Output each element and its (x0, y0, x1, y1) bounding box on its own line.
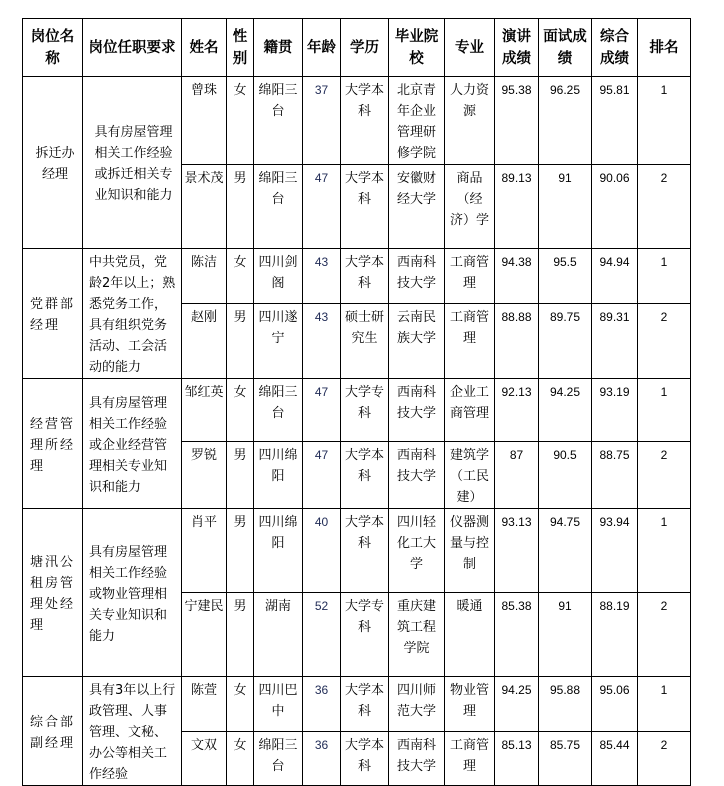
gender-cell: 男 (227, 165, 254, 249)
total-score-cell: 93.94 (592, 509, 638, 593)
requirement-cell: 中共党员，党龄2年以上；熟悉党务工作，具有组织党务活动、工会活动的能力 (83, 249, 182, 379)
total-score-cell: 95.06 (592, 677, 638, 732)
education-cell: 大学本科 (341, 77, 389, 165)
gender-cell: 男 (227, 442, 254, 509)
speech-score-cell: 94.25 (495, 677, 539, 732)
total-score-cell: 94.94 (592, 249, 638, 304)
name-cell: 宁建民 (182, 593, 227, 677)
speech-score-cell: 85.38 (495, 593, 539, 677)
education-cell: 大学本科 (341, 442, 389, 509)
speech-score-cell: 94.38 (495, 249, 539, 304)
interview-score-cell: 85.75 (539, 731, 592, 786)
gender-cell: 男 (227, 593, 254, 677)
hometown-cell: 四川绵阳 (254, 509, 303, 593)
rank-cell: 2 (638, 304, 691, 379)
gender-cell: 女 (227, 249, 254, 304)
table-row (23, 509, 691, 593)
school-cell: 安徽财经大学 (389, 165, 445, 249)
hometown-cell: 四川巴中 (254, 677, 303, 732)
education-cell: 大学本科 (341, 165, 389, 249)
interview-score-cell: 95.5 (539, 249, 592, 304)
total-score-cell: 88.19 (592, 593, 638, 677)
header-major: 专业 (445, 19, 495, 77)
header-total-score: 综合成绩 (592, 19, 638, 77)
total-score-cell: 85.44 (592, 731, 638, 786)
header-speech-score: 演讲成绩 (495, 19, 539, 77)
header-name: 姓名 (182, 19, 227, 77)
header-position: 岗位名称 (23, 19, 83, 77)
school-cell: 西南科技大学 (389, 379, 445, 442)
speech-score-cell: 95.38 (495, 77, 539, 165)
position-cell: 党群部经理 (23, 249, 83, 379)
requirement-cell: 具有房屋管理相关工作经验或企业经营管理相关专业知识和能力 (83, 379, 182, 509)
name-cell: 肖平 (182, 509, 227, 593)
name-cell: 曾珠 (182, 77, 227, 165)
name-cell: 陈洁 (182, 249, 227, 304)
speech-score-cell: 92.13 (495, 379, 539, 442)
interview-score-cell: 91 (539, 593, 592, 677)
education-cell: 大学本科 (341, 249, 389, 304)
total-score-cell: 90.06 (592, 165, 638, 249)
school-cell: 四川师范大学 (389, 677, 445, 732)
age-cell: 40 (303, 509, 341, 593)
major-cell: 工商管理 (445, 304, 495, 379)
requirement-cell: 具有3年以上行政管理、人事管理、文秘、办公等相关工作经验 (83, 677, 182, 786)
hometown-cell: 绵阳三台 (254, 77, 303, 165)
speech-score-cell: 87 (495, 442, 539, 509)
position-cell: 经营管理所经理 (23, 379, 83, 509)
rank-cell: 1 (638, 509, 691, 593)
major-cell: 物业管理 (445, 677, 495, 732)
total-score-cell: 95.81 (592, 77, 638, 165)
name-cell: 景术茂 (182, 165, 227, 249)
name-cell: 邹红英 (182, 379, 227, 442)
position-cell: 塘汛公租房管理处经理 (23, 509, 83, 677)
school-cell: 北京青年企业管理研修学院 (389, 77, 445, 165)
major-cell: 工商管理 (445, 249, 495, 304)
education-cell: 大学专科 (341, 379, 389, 442)
hometown-cell: 四川绵阳 (254, 442, 303, 509)
hometown-cell: 绵阳三台 (254, 731, 303, 786)
header-rank: 排名 (638, 19, 691, 77)
education-cell: 大学本科 (341, 731, 389, 786)
hometown-cell: 绵阳三台 (254, 165, 303, 249)
rank-cell: 2 (638, 593, 691, 677)
education-cell: 大学专科 (341, 593, 389, 677)
results-table (22, 18, 691, 786)
header-age: 年龄 (303, 19, 341, 77)
rank-cell: 1 (638, 379, 691, 442)
header-row (23, 19, 691, 77)
major-cell: 工商管理 (445, 731, 495, 786)
table-row (23, 249, 691, 304)
major-cell: 企业工商管理 (445, 379, 495, 442)
name-cell: 罗锐 (182, 442, 227, 509)
table-row (23, 379, 691, 442)
interview-score-cell: 96.25 (539, 77, 592, 165)
interview-score-cell: 94.25 (539, 379, 592, 442)
speech-score-cell: 85.13 (495, 731, 539, 786)
hometown-cell: 四川剑阁 (254, 249, 303, 304)
rank-cell: 2 (638, 165, 691, 249)
name-cell: 文双 (182, 731, 227, 786)
age-cell: 43 (303, 249, 341, 304)
age-cell: 37 (303, 77, 341, 165)
education-cell: 硕士研究生 (341, 304, 389, 379)
age-cell: 36 (303, 731, 341, 786)
school-cell: 西南科技大学 (389, 731, 445, 786)
header-interview-score: 面试成绩 (539, 19, 592, 77)
age-cell: 47 (303, 379, 341, 442)
major-cell: 暖通 (445, 593, 495, 677)
gender-cell: 女 (227, 379, 254, 442)
hometown-cell: 四川遂宁 (254, 304, 303, 379)
education-cell: 大学本科 (341, 509, 389, 593)
interview-score-cell: 94.75 (539, 509, 592, 593)
age-cell: 47 (303, 165, 341, 249)
total-score-cell: 89.31 (592, 304, 638, 379)
header-gender: 性别 (227, 19, 254, 77)
major-cell: 人力资源 (445, 77, 495, 165)
gender-cell: 女 (227, 731, 254, 786)
speech-score-cell: 93.13 (495, 509, 539, 593)
major-cell: 商品（经济）学 (445, 165, 495, 249)
interview-score-cell: 90.5 (539, 442, 592, 509)
name-cell: 赵刚 (182, 304, 227, 379)
rank-cell: 2 (638, 442, 691, 509)
gender-cell: 女 (227, 77, 254, 165)
major-cell: 建筑学（工民建） (445, 442, 495, 509)
position-cell: 综合部副经理 (23, 677, 83, 786)
header-requirement: 岗位任职要求 (83, 19, 182, 77)
position-cell: 拆迁办经理 (23, 77, 83, 249)
gender-cell: 男 (227, 304, 254, 379)
hometown-cell: 绵阳三台 (254, 379, 303, 442)
gender-cell: 男 (227, 509, 254, 593)
header-hometown: 籍贯 (254, 19, 303, 77)
interview-score-cell: 95.88 (539, 677, 592, 732)
school-cell: 四川轻化工大学 (389, 509, 445, 593)
interview-score-cell: 89.75 (539, 304, 592, 379)
rank-cell: 1 (638, 677, 691, 732)
table-row (23, 677, 691, 732)
school-cell: 云南民族大学 (389, 304, 445, 379)
hometown-cell: 湖南 (254, 593, 303, 677)
rank-cell: 2 (638, 731, 691, 786)
rank-cell: 1 (638, 77, 691, 165)
header-education: 学历 (341, 19, 389, 77)
table-row (23, 77, 691, 165)
rank-cell: 1 (638, 249, 691, 304)
requirement-cell: 具有房屋管理相关工作经验或拆迁相关专业知识和能力 (83, 77, 182, 249)
requirement-cell: 具有房屋管理相关工作经验或物业管理相关专业知识和能力 (83, 509, 182, 677)
age-cell: 36 (303, 677, 341, 732)
interview-score-cell: 91 (539, 165, 592, 249)
name-cell: 陈萱 (182, 677, 227, 732)
age-cell: 47 (303, 442, 341, 509)
school-cell: 西南科技大学 (389, 249, 445, 304)
age-cell: 43 (303, 304, 341, 379)
total-score-cell: 93.19 (592, 379, 638, 442)
gender-cell: 女 (227, 677, 254, 732)
school-cell: 西南科技大学 (389, 442, 445, 509)
age-cell: 52 (303, 593, 341, 677)
major-cell: 仪器测量与控制 (445, 509, 495, 593)
school-cell: 重庆建筑工程学院 (389, 593, 445, 677)
education-cell: 大学本科 (341, 677, 389, 732)
speech-score-cell: 89.13 (495, 165, 539, 249)
header-school: 毕业院校 (389, 19, 445, 77)
speech-score-cell: 88.88 (495, 304, 539, 379)
total-score-cell: 88.75 (592, 442, 638, 509)
